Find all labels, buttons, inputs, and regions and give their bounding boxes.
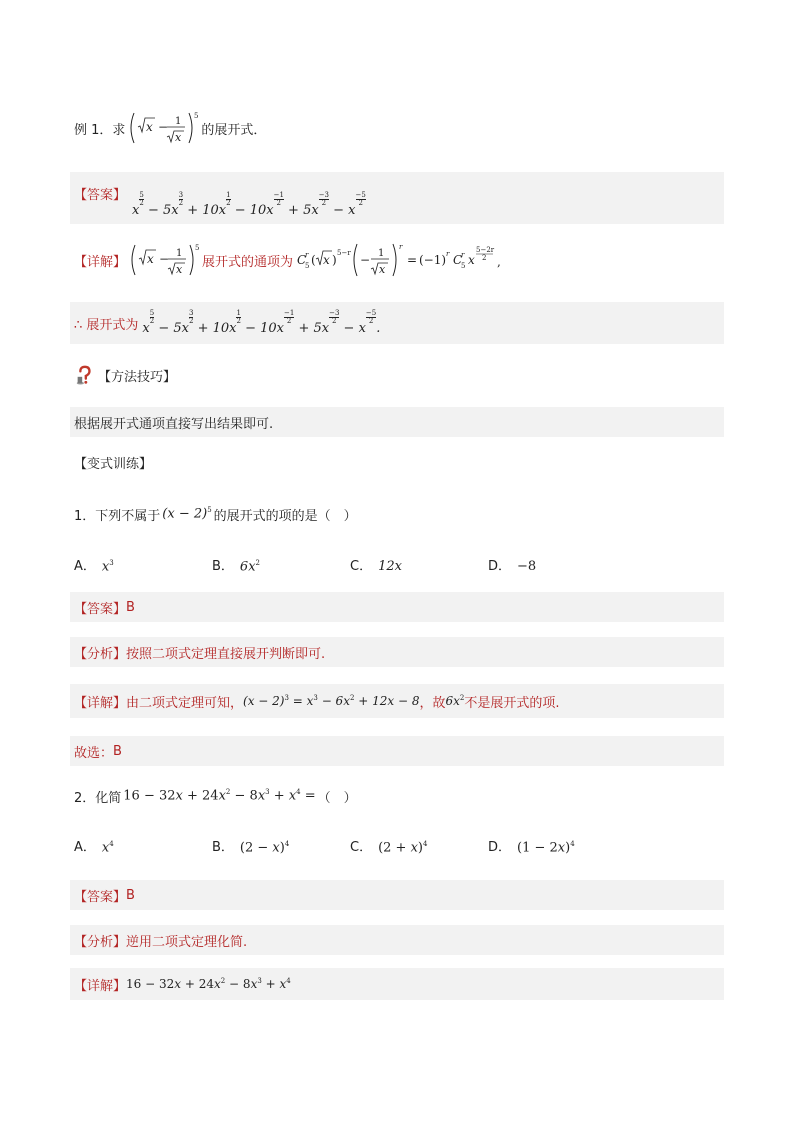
svg-text:): ) <box>332 253 337 267</box>
q2-option-c-value: $(2 + x)^4$ <box>378 839 428 855</box>
svg-text:2: 2 <box>482 254 487 262</box>
question-2-option-b[interactable]: B． $(2 - x)^4$ <box>212 839 290 855</box>
question-1-option-a[interactable]: A． $x^3$ <box>74 558 114 574</box>
option-a-value: $x^3$ <box>101 558 114 574</box>
method-text-row <box>70 407 724 437</box>
svg-text:,: , <box>497 255 501 269</box>
question-1-detail-term: $6x^2$ <box>445 694 465 708</box>
method-text: 根据展开式通项直接写出结果即可. <box>74 416 274 432</box>
question-1-suffix: 的展开式的项的是（ ） <box>213 508 357 524</box>
question-2-detail-expression: $16 - 32x + 24x^2 - 8x^3 + x^4$ <box>126 977 291 991</box>
detail-1-expression <box>128 242 200 278</box>
svg-text:r: r <box>305 251 309 259</box>
question-2-answer: B <box>126 887 135 903</box>
question-1-choose: B <box>113 743 122 759</box>
question-1-choose-label: 故选： <box>74 745 114 761</box>
svg-text:1: 1 <box>175 116 182 127</box>
question-2-answer-label: 【答案】 <box>74 889 127 905</box>
svg-text:5: 5 <box>195 244 200 252</box>
question-2-stem <box>70 782 724 810</box>
svg-text:C: C <box>453 253 463 267</box>
q2-option-a-value: $x^4$ <box>101 839 114 855</box>
question-2-expression: $16 - 32x + 24x^2 - 8x^3 + x^4$ = <box>123 788 316 804</box>
svg-text:x: x <box>468 253 475 267</box>
answer-1-label: 【答案】 <box>74 188 127 203</box>
svg-text:x: x <box>146 120 154 134</box>
option-c-value: 12x <box>378 559 402 574</box>
question-2-option-d[interactable]: D． $(1 - 2x)^4$ <box>488 839 575 855</box>
question-1-option-b[interactable]: B． $6x^2$ <box>212 558 260 574</box>
example-1-suffix: 的展开式． <box>201 122 267 138</box>
question-1-analysis-row <box>70 637 724 667</box>
method-label: 【方法技巧】 <box>98 369 177 385</box>
svg-text:1: 1 <box>378 248 385 259</box>
question-1-option-c[interactable]: C． 12x <box>350 559 402 574</box>
svg-text:x: x <box>147 252 154 266</box>
svg-text:x: x <box>379 263 386 276</box>
question-1-answer-label: 【答案】 <box>74 601 127 617</box>
svg-text:=: = <box>407 253 418 267</box>
svg-text:−: − <box>159 252 170 266</box>
conclusion-1-prefix: ∴ 展开式为 <box>74 317 139 333</box>
svg-text:x: x <box>323 253 330 267</box>
question-1-detail-prefix: 由二项式定理可知， <box>126 695 244 711</box>
question-2-option-a[interactable]: A． $x^4$ <box>74 839 114 855</box>
method-header <box>70 360 724 390</box>
example-1-exponent: 5 <box>194 112 199 120</box>
question-2-detail-label: 【详解】 <box>74 978 127 994</box>
question-1-detail-suffix: 不是展开式的项. <box>464 695 560 711</box>
conclusion-1-row <box>70 302 724 344</box>
svg-text:5: 5 <box>305 262 310 270</box>
question-1-answer-row <box>70 592 724 622</box>
general-term-expression <box>295 240 505 280</box>
svg-text:C: C <box>297 253 307 267</box>
question-1-detail-row <box>70 684 724 718</box>
question-2-prefix: 2．化简 <box>74 790 122 806</box>
question-mark-icon <box>74 365 94 385</box>
svg-text:r: r <box>461 251 465 259</box>
svg-text:(−1): (−1) <box>419 253 447 267</box>
question-1-stem <box>70 500 724 528</box>
q2-option-b-value: $(2 - x)^4$ <box>239 839 290 855</box>
question-1-expression: $(x - 2)^5$ <box>162 506 212 522</box>
option-b-value: $6x^2$ <box>239 558 260 574</box>
question-1-option-d[interactable]: D． −8 <box>488 559 537 574</box>
example-1-prefix: 例 1．求 <box>74 122 126 138</box>
example-1-expression <box>127 110 199 146</box>
question-1-detail-label: 【详解】 <box>74 695 127 711</box>
svg-text:x: x <box>175 131 182 144</box>
svg-text:r: r <box>446 250 450 258</box>
svg-text:1: 1 <box>176 248 183 259</box>
question-2-option-c[interactable]: C． $(2 + x)^4$ <box>350 839 428 855</box>
question-2-analysis-row <box>70 925 724 955</box>
variant-header <box>70 448 724 476</box>
answer-1-row <box>70 172 724 224</box>
svg-text:r: r <box>399 243 403 251</box>
question-2-suffix: （ ） <box>317 790 357 806</box>
question-1-analysis-label: 【分析】 <box>74 646 127 662</box>
variant-label: 【变式训练】 <box>74 456 153 472</box>
question-1-choose-row <box>70 736 724 766</box>
svg-text:(: ( <box>311 253 316 267</box>
svg-text:5−2r: 5−2r <box>476 246 495 254</box>
q2-option-d-value: $(1 - 2x)^4$ <box>517 839 575 855</box>
question-1-prefix: 1．下列不属于 <box>74 508 161 524</box>
question-1-answer: B <box>126 599 135 615</box>
svg-text:−: − <box>158 120 169 134</box>
question-2-analysis-label: 【分析】 <box>74 934 127 950</box>
detail-1-label: 【详解】 <box>74 254 127 270</box>
svg-text:−: − <box>360 253 371 267</box>
question-2-answer-row <box>70 880 724 910</box>
svg-text:5: 5 <box>461 262 466 270</box>
answer-1-expression: x $^{\frac{5}{2}}$ − 5x $^{\frac{3}{2}}$ + 10x $^{\frac{1}{2}}$ − 10x $^{\frac{-1}{2}}$ + 5x $^{\frac{-3}{2}}$ − x $^{\frac{-5}{2}}$ <box>132 191 366 218</box>
conclusion-1-expression: x $^{\frac{5}{2}}$ − 5x $^{\frac{3}{2}}$ + 10x $^{\frac{1}{2}}$ − 10x $^{\frac{-1}{2}}$ + 5x $^{\frac{-3}{2}}$ − x $^{\frac{-5}{2}}$ . <box>142 309 381 336</box>
option-d-value: −8 <box>517 559 537 574</box>
svg-text:5−r: 5−r <box>337 249 351 257</box>
question-1-detail-mid: ，故 <box>419 695 446 711</box>
question-1-detail-expression: $(x - 2)^3 = x^3 - 6x^2 + 12x - 8$ <box>243 694 420 708</box>
detail-1-row <box>70 236 724 284</box>
question-1-analysis: 按照二项式定理直接展开判断即可. <box>126 646 326 662</box>
svg-text:x: x <box>176 263 183 276</box>
example-1-stem <box>70 110 724 146</box>
detail-1-text: 展开式的通项为 <box>202 254 294 270</box>
question-2-detail-row <box>70 968 724 1000</box>
question-2-analysis: 逆用二项式定理化简. <box>126 934 248 950</box>
